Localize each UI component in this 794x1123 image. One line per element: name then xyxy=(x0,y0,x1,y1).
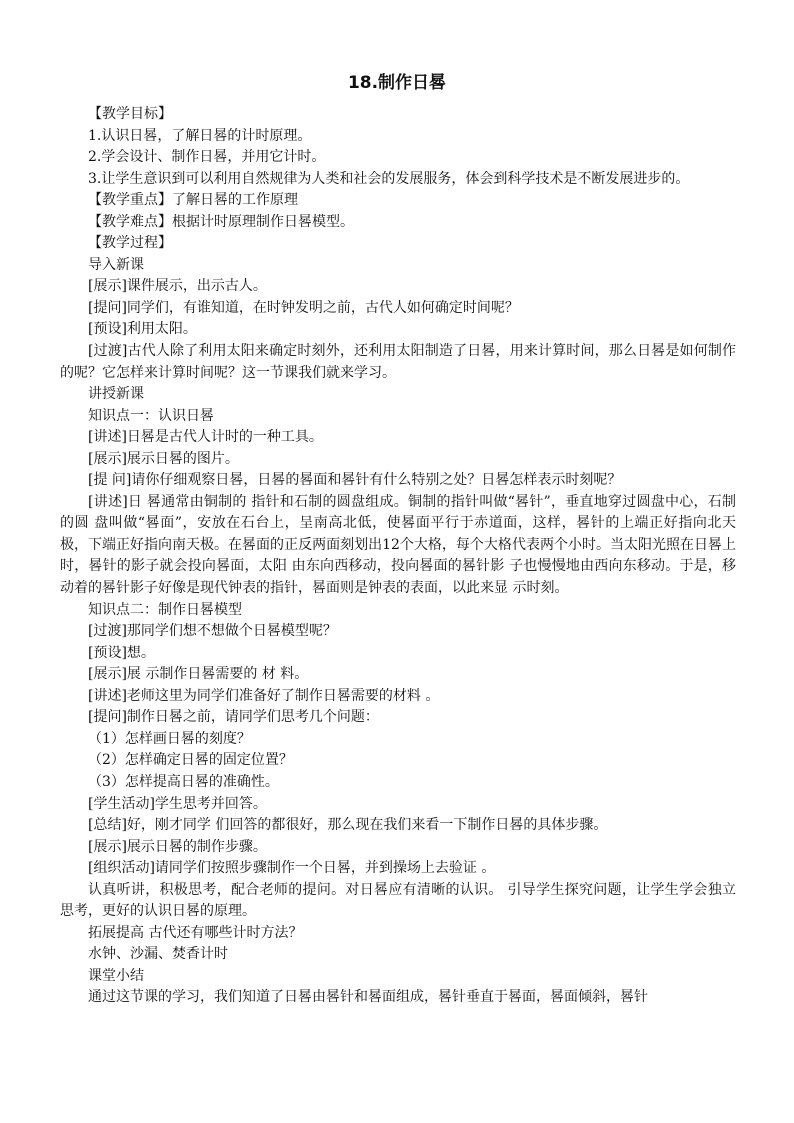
paragraph: [讲述]老师这里为同学们准备好了制作日晷需要的材料 。 xyxy=(88,687,440,704)
paragraph: 通过这节课的学习，我们知道了日晷由晷针和晷面组成，晷针垂直于晷面，晷面倾斜，晷针 xyxy=(88,989,648,1006)
subheading-extension: 拓展提高 古代还有哪些计时方法？ xyxy=(88,924,303,941)
question-item-3: （3）怎样提高日晷的准确性。 xyxy=(88,773,279,790)
paragraph: [展示]展 示制作日晷需要的 材 料。 xyxy=(88,666,309,683)
document-body xyxy=(60,104,736,1009)
paragraph: [提问]同学们，有谁知道，在时钟发明之前，古代人如何确定时间呢？ xyxy=(88,299,519,316)
paragraph: [讲述]日晷是古代人计时的一种工具。 xyxy=(88,429,323,446)
key-point: 【教学重点】了解日晷的工作原理 xyxy=(88,192,298,209)
paragraph: [组织活动]请同学们按照步骤制作一个日晷，并到操场上去验证 。 xyxy=(88,860,496,877)
paragraph: [讲述]日 晷通常由铜制的 指针和石制的圆盘组成。铜制的指针叫做“晷针”，垂直地穿过圆盘中心，石制的圆 盘叫做“晷面”，安放在石台上，呈南高北低，使晷面平行于赤道面，这样，晷针的上端正好指向北天极，下端正好指向南天极。在晷面的正反两面刻划出12个大格，每个大格代表两个小时。当太阳光照在日晷上时，晷针的影子就会投向晷面，太阳 由东向西移动，投向晷面的晷针影 子也慢慢地由西向东移动。于是，移动着的晷针影子好像是现代钟表的指针，晷面则是钟表的表面，以此来显 示时刻。 xyxy=(60,493,736,597)
subheading-introduction: 导入新课 xyxy=(88,256,144,273)
subheading-knowledge-point-1: 知识点一：认识日晷 xyxy=(88,407,214,424)
paragraph: [展示]展示日晷的图片。 xyxy=(88,450,239,467)
paragraph: [过渡]古代人除了利用太阳来确定时刻外，还利用太阳制造了日晷，用来计算时间，那么日晷是如何制作的呢？它怎样来计算时间呢？这一节课我们就来学习。 xyxy=(60,343,736,381)
question-item-1: （1）怎样画日晷的刻度？ xyxy=(88,730,251,747)
objective-2: 2.学会设计、制作日晷，并用它计时。 xyxy=(88,149,326,166)
objective-1: 1.认识日晷，了解日晷的计时原理。 xyxy=(88,127,312,144)
subheading-summary: 课堂小结 xyxy=(88,967,144,984)
section-heading-objectives: 【教学目标】 xyxy=(88,106,172,122)
paragraph: [学生活动]学生思考并回答。 xyxy=(88,795,267,812)
page-title: 18.制作日晷 xyxy=(347,73,447,93)
question-item-2: （2）怎样确定日晷的固定位置？ xyxy=(88,752,293,769)
objective-3: 3.让学生意识到可以利用自然规律为人类和社会的发展服务，体会到科学技术是不断发展进步的。 xyxy=(88,170,690,187)
paragraph: 水钟、沙漏、焚香计时 xyxy=(88,946,228,963)
paragraph: [展示]展示日晷的制作步骤。 xyxy=(88,838,267,855)
paragraph: [总结]好，刚才同学 们回答的都很好，那么现在我们来看一下制作日晷的具体步骤。 xyxy=(88,817,608,834)
paragraph: [提 问]请你仔细观察日晷，日晷的晷面和晷针有什么特别之处？日晷怎样表示时刻呢？ xyxy=(88,472,622,489)
paragraph: [预设]利用太阳。 xyxy=(88,321,197,338)
paragraph: [展示]课件展示，出示古人。 xyxy=(88,278,267,295)
subheading-knowledge-point-2: 知识点二：制作日晷模型 xyxy=(88,601,242,618)
subheading-new-lesson: 讲授新课 xyxy=(88,386,144,403)
paragraph: [提问]制作日晷之前，请同学们思考几个问题： xyxy=(88,709,379,726)
paragraph: [过渡]那同学们想不想做个日晷模型呢？ xyxy=(88,623,337,640)
paragraph: [预设]想。 xyxy=(88,644,155,661)
paragraph: 认真听讲，积极思考，配合老师的提问。对日晷应有清晰的认识。 引导学生探究问题，让学生学会独立思考，更好的认识日晷的原理。 xyxy=(60,881,736,920)
section-heading-process: 【教学过程】 xyxy=(88,235,172,252)
difficult-point: 【教学难点】根据计时原理制作日晷模型。 xyxy=(88,213,354,230)
